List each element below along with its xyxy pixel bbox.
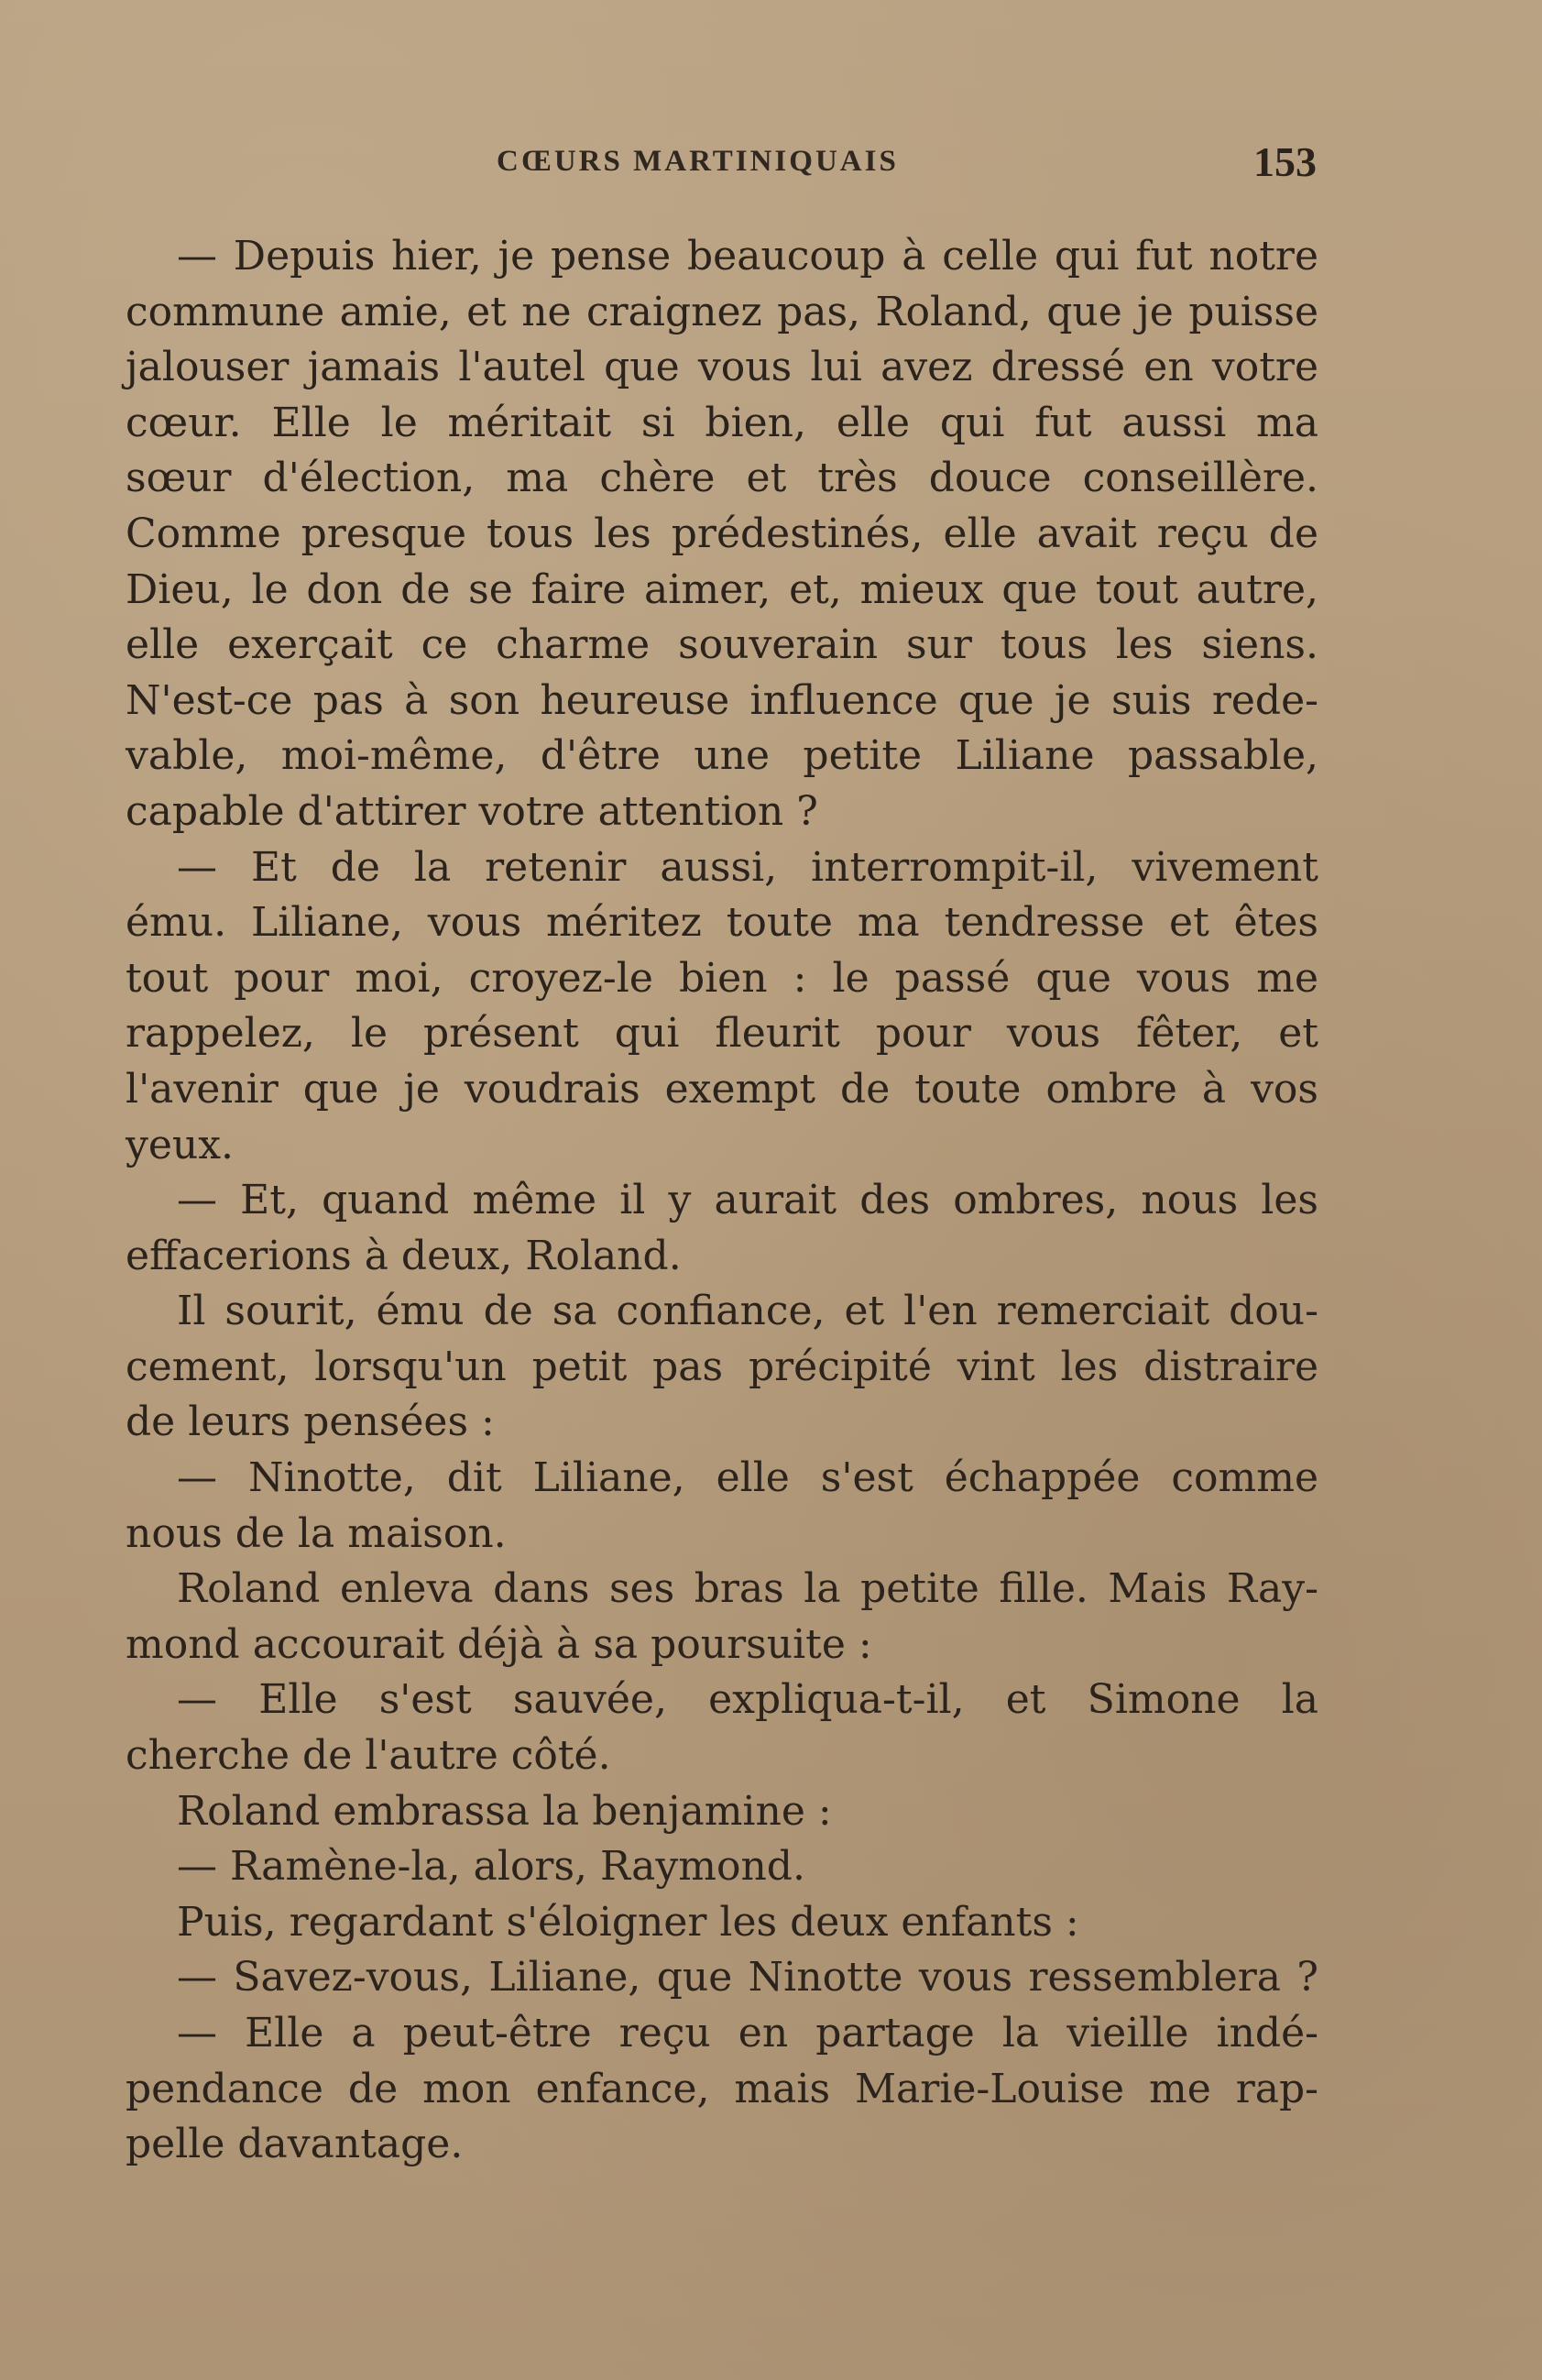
- text-line: effacerions à deux, Roland.: [126, 1232, 682, 1279]
- text-line: Il sourit, ému de sa confiance, et l'en remerciait dou-: [177, 1288, 1318, 1335]
- text-line: — Elle a peut-être reçu en partage la vieille indé-: [177, 2010, 1318, 2056]
- text-line: tout pour moi, croyez-le bien : le passé que vous me: [126, 954, 1318, 1002]
- text-line: — Ninotte, dit Liliane, elle s'est échappée comme: [177, 1454, 1318, 1502]
- text-line: l'avenir que je voudrais exempt de toute ombre à vos: [126, 1065, 1318, 1113]
- text-line: cement, lorsqu'un petit pas précipité vint les distraire: [126, 1343, 1318, 1390]
- text-line: Roland embrassa la benjamine :: [177, 1787, 832, 1835]
- text-line: cœur. Elle le méritait si bien, elle qui fut aussi ma: [126, 399, 1318, 446]
- text-line: de leurs pensées :: [126, 1398, 495, 1446]
- text-line: — Savez-vous, Liliane, que Ninotte vous ressemblera ?: [177, 1954, 1318, 2002]
- text-line: — Et de la retenir aussi, interrompit-il, vivement: [177, 843, 1318, 891]
- text-line: Comme presque tous les prédestinés, elle avait reçu de: [126, 510, 1318, 557]
- text-line: Dieu, le don de se faire aimer, et, mieux que tout autre,: [126, 565, 1318, 613]
- text-line: yeux.: [126, 1121, 235, 1168]
- text-line: cherche de l'autre côté.: [126, 1732, 611, 1780]
- text-line: — Depuis hier, je pense beaucoup à celle qui fut notre: [177, 233, 1318, 280]
- text-line: N'est-ce pas à son heureuse influence que je suis rede-: [126, 676, 1318, 724]
- text-line: rappelez, le présent qui fleurit pour vous fêter, et: [126, 1010, 1318, 1058]
- text-line: elle exerçait ce charme souverain sur tous les siens.: [126, 621, 1318, 669]
- text-line: mond accourait déjà à sa poursuite :: [126, 1620, 872, 1668]
- text-line: pelle davantage.: [126, 2121, 464, 2168]
- running-title: CŒURS MARTINIQUAIS: [497, 145, 899, 178]
- body-text: [126, 229, 1318, 2173]
- text-line: ému. Liliane, vous méritez toute ma tendresse et êtes: [126, 899, 1318, 947]
- text-line: sœur d'élection, ma chère et très douce conseillère.: [126, 455, 1318, 502]
- text-line: jalouser jamais l'autel que vous lui avez dressé en votre: [126, 344, 1318, 391]
- text-line: — Et, quand même il y aurait des ombres, nous les: [177, 1177, 1318, 1224]
- text-line: Puis, regardant s'éloigner les deux enfants :: [177, 1898, 1079, 1946]
- page-header: [126, 137, 1317, 192]
- page-number: 153: [1253, 138, 1317, 185]
- text-line: vable, moi-même, d'être une petite Liliane passable,: [126, 732, 1318, 780]
- text-line: capable d'attirer votre attention ?: [126, 787, 818, 835]
- text-line: nous de la maison.: [126, 1509, 507, 1557]
- text-line: Roland enleva dans ses bras la petite fille. Mais Ray-: [177, 1565, 1318, 1613]
- text-line: commune amie, et ne craignez pas, Roland, que je puisse: [126, 288, 1318, 335]
- text-line: — Elle s'est sauvée, expliqua-t-il, et Simone la: [177, 1676, 1318, 1724]
- text-line: pendance de mon enfance, mais Marie-Louise me rap-: [126, 2065, 1318, 2112]
- text-line: — Ramène-la, alors, Raymond.: [177, 1843, 805, 1891]
